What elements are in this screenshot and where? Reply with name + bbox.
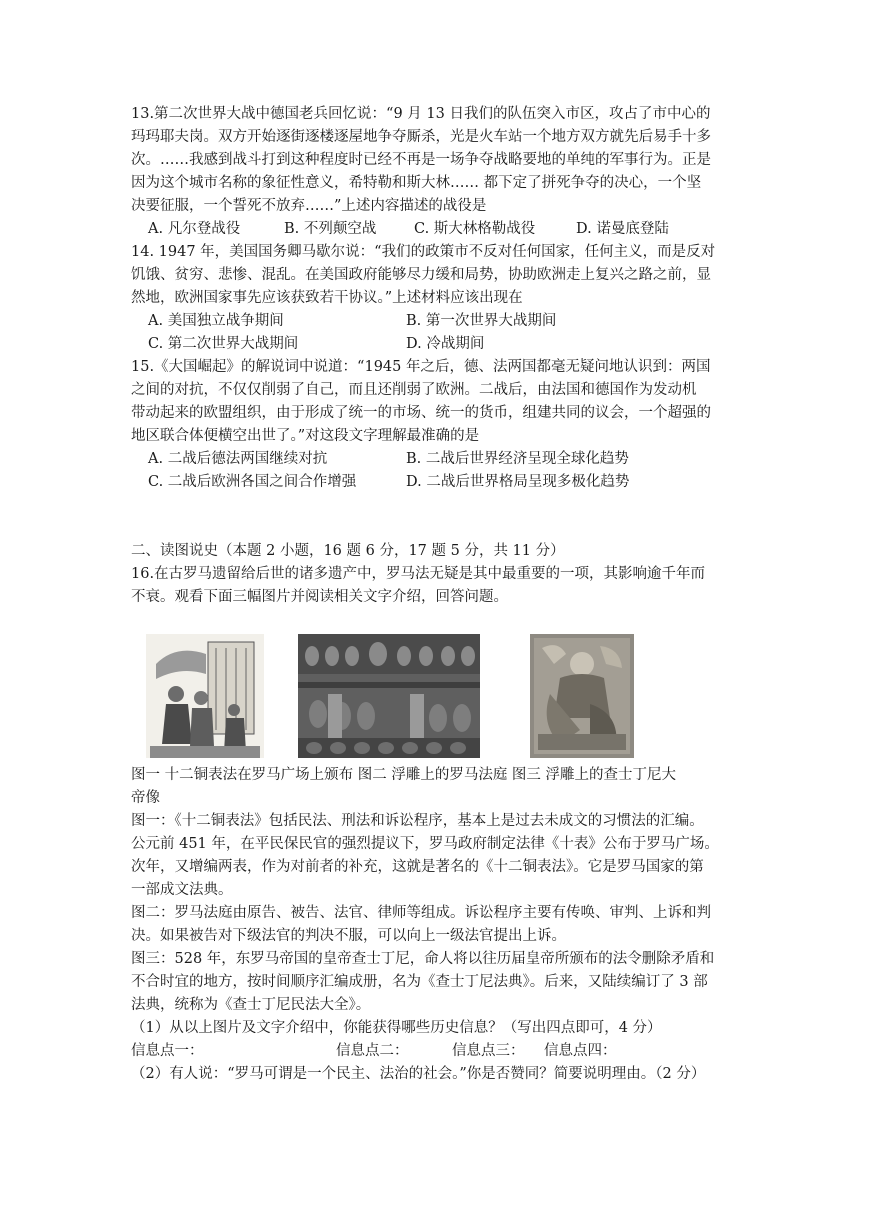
q15-line: 地区联合体便横空出世了。”对这段文字理解最准确的是	[131, 428, 480, 444]
q15-option-a: A. 二战后德法两国继续对抗	[148, 451, 328, 467]
q15-line: 15.《大国崛起》的解说词中说道：“1945 年之后，德、法两国都毫无疑问地认识到：两国	[131, 359, 711, 375]
q16-text-line: 公元前 451 年，在平民保民官的强烈提议下，罗马政府制定法律《十表》公布于罗马广场。	[131, 836, 719, 852]
q14-option-c: C. 第二次世界大战期间	[148, 336, 299, 352]
sub-question-1: （1）从以上图片及文字介绍中，你能获得哪些历史信息？（写出四点即可，4 分）	[131, 1020, 662, 1036]
q15-option-d: D. 二战后世界格局呈现多极化趋势	[406, 474, 630, 490]
q16-text-line: 图一：《十二铜表法》包括民法、刑法和诉讼程序，基本上是过去未成文的习惯法的汇编。	[131, 813, 704, 829]
info-point-1: 信息点一：	[131, 1043, 204, 1059]
sub-question-2: （2）有人说：“罗马可谓是一个民主、法治的社会。”你是否赞同？简要说明理由。（2 分）	[131, 1066, 706, 1082]
info-point-3: 信息点三：	[452, 1043, 525, 1059]
q13-option-b: B. 不列颠空战	[284, 221, 377, 237]
q16-text-line: 不合时宜的地方，按时间顺序汇编成册，名为《查士丁尼法典》。后来，又陆续编订了 3 部	[131, 974, 708, 990]
figure-2-image	[298, 634, 480, 758]
q13-line: 决要征服，一个誓死不放弃……”上述内容描述的战役是	[131, 198, 487, 214]
q16-intro-line: 16.在古罗马遗留给后世的诸多遗产中，罗马法无疑是其中最重要的一项，其影响逾千年而	[131, 566, 706, 582]
q14-option-a: A. 美国独立战争期间	[148, 313, 284, 329]
q16-text-line: 次年，又增编两表，作为对前者的补充，这就是著名的《十二铜表法》。它是罗马国家的第	[131, 859, 704, 875]
q16-text-line: 一部成文法典。	[131, 882, 233, 898]
q15-option-c: C. 二战后欧洲各国之间合作增强	[148, 474, 357, 490]
q14-line: 14. 1947 年，美国国务卿马歇尔说：“我们的政策市不反对任何国家，任何主义，而是反对	[131, 244, 716, 260]
figure-captions: 图一 十二铜表法在罗马广场上颁布 图二 浮雕上的罗马法庭 图三 浮雕上的查士丁尼大	[131, 767, 677, 783]
q14-line: 然地，欧洲国家事先应该获致若干协议。”上述材料应该出现在	[131, 290, 523, 306]
q15-line: 之间的对抗，不仅仅削弱了自己，而且还削弱了欧洲。二战后，由法国和德国作为发动机	[131, 382, 697, 398]
section-heading: 二、读图说史（本题 2 小题，16 题 6 分，17 题 5 分，共 11 分）	[131, 543, 565, 559]
figure-1-image	[146, 634, 264, 758]
q14-line: 饥饿、贫穷、悲惨、混乱。在美国政府能够尽力缓和局势，协助欧洲走上复兴之路之前，显	[131, 267, 711, 283]
q16-text-line: 法典，统称为《查士丁尼民法大全》。	[131, 997, 371, 1013]
figure-3-image	[530, 634, 634, 758]
q16-intro-line: 不衰。观看下面三幅图片并阅读相关文字介绍，回答问题。	[131, 589, 508, 605]
q16-text-line: 图二：罗马法庭由原告、被告、法官、律师等组成。诉讼程序主要有传唤、审判、上诉和判	[131, 905, 711, 921]
figure-caption-continued: 帝像	[131, 790, 160, 806]
info-point-4: 信息点四：	[544, 1043, 617, 1059]
q13-line: 玛玛耶夫岗。双方开始逐街逐楼逐屋地争夺厮杀，光是火车站一个地方双方就先后易手十多	[131, 129, 711, 145]
q13-option-d: D. 诺曼底登陆	[576, 221, 669, 237]
q13-option-c: C. 斯大林格勒战役	[414, 221, 536, 237]
q13-line: 13.第二次世界大战中德国老兵回忆说：“9 月 13 日我们的队伍突入市区，攻占了市中心的	[131, 106, 711, 122]
q15-line: 带动起来的欧盟组织，由于形成了统一的市场、统一的货币，组建共同的议会，一个超强的	[131, 405, 711, 421]
q13-line: 次。……我感到战斗打到这种程度时已经不再是一场争夺战略要地的单纯的军事行为。正是	[131, 152, 711, 168]
q14-option-d: D. 冷战期间	[406, 336, 485, 352]
info-point-2: 信息点二：	[336, 1043, 409, 1059]
q16-text-line: 图三：528 年，东罗马帝国的皇帝查士丁尼，命人将以往历届皇帝所颁布的法令删除矛盾和	[131, 951, 715, 967]
q13-line: 因为这个城市名称的象征性意义，希特勒和斯大林…… 都下定了拼死争夺的决心，一个坚	[131, 175, 702, 191]
q14-option-b: B. 第一次世界大战期间	[406, 313, 557, 329]
q16-text-line: 决。如果被告对下级法官的判决不服，可以向上一级法官提出上诉。	[131, 928, 566, 944]
q15-option-b: B. 二战后世界经济呈现全球化趋势	[406, 451, 629, 467]
q13-option-a: A. 凡尔登战役	[148, 221, 241, 237]
